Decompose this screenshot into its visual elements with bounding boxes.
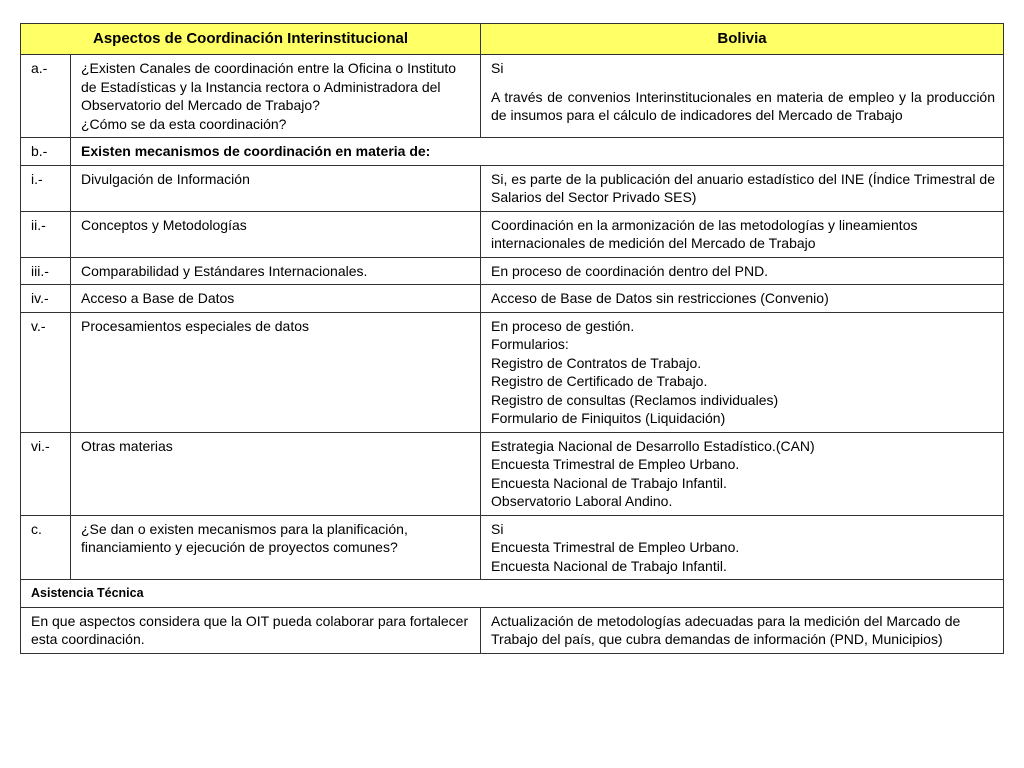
question-line: ¿Cómo se da esta coordinación?	[81, 115, 287, 132]
table-row-a	[21, 55, 1004, 138]
answer-line: Registro de consultas (Reclamos individuales)	[491, 391, 779, 408]
section-subheading: Existen mecanismos de coordinación en materia de:	[71, 138, 1004, 166]
row-number: c.	[21, 515, 71, 580]
answer-line: Registro de Certificado de Trabajo.	[491, 373, 708, 389]
table-row-i	[21, 165, 1004, 211]
question-cell: ¿Se dan o existen mecanismos para la planificación, financiamiento y ejecución de proyectos comunes?	[71, 515, 481, 580]
coordination-table	[20, 23, 1004, 654]
answer-line: Si	[491, 60, 504, 76]
table-row-c	[21, 515, 1004, 580]
table-row-iv	[21, 285, 1004, 313]
answer-line: Registro de Contratos de Trabajo.	[491, 354, 702, 371]
table-row-iii	[21, 257, 1004, 285]
answer-line: Formularios:	[491, 336, 569, 352]
answer-cell	[481, 312, 1004, 432]
table-header-row	[21, 24, 1004, 55]
question-cell: Otras materias	[71, 432, 481, 515]
table-row-last	[21, 607, 1004, 653]
answer-cell: Coordinación en la armonización de las metodologías y lineamientos internacionales de medición del Mercado de Trabajo	[481, 211, 1004, 257]
answer-cell	[481, 515, 1004, 580]
answer-line: Estrategia Nacional de Desarrollo Estadístico.(CAN)	[491, 437, 815, 454]
header-aspectos: Aspectos de Coordinación Interinstitucional	[21, 24, 481, 55]
row-number: vi.-	[21, 432, 71, 515]
table-row-vi	[21, 432, 1004, 515]
answer-line: Observatorio Laboral Andino.	[491, 493, 673, 509]
answer-line: Formulario de Finiquitos (Liquidación)	[491, 410, 726, 426]
section-heading-asistencia: Asistencia Técnica	[21, 580, 1004, 608]
answer-cell	[481, 432, 1004, 515]
answer-cell: Si, es parte de la publicación del anuario estadístico del INE (Índice Trimestral de Salarios del Sector Privado SES)	[481, 165, 1004, 211]
answer-line: Si	[491, 520, 504, 537]
answer-line: Encuesta Trimestral de Empleo Urbano.	[491, 456, 740, 472]
row-number: i.-	[21, 165, 71, 211]
row-number: iv.-	[21, 285, 71, 313]
table-row-v	[21, 312, 1004, 432]
question-cell: Acceso a Base de Datos	[71, 285, 481, 313]
row-number: a.-	[21, 55, 71, 138]
answer-cell: Actualización de metodologías adecuadas para la medición del Marcado de Trabajo del país, que cubra demandas de información (PND, Municipios)	[481, 607, 1004, 653]
question-cell: Conceptos y Metodologías	[71, 211, 481, 257]
table-row-b	[21, 138, 1004, 166]
question-cell: Procesamientos especiales de datos	[71, 312, 481, 432]
table-row-ii	[21, 211, 1004, 257]
answer-cell: En proceso de coordinación dentro del PND.	[481, 257, 1004, 285]
question-cell: Comparabilidad y Estándares Internacionales.	[71, 257, 481, 285]
header-country: Bolivia	[481, 24, 1004, 55]
row-number: v.-	[21, 312, 71, 432]
answer-line: En proceso de gestión.	[491, 317, 635, 334]
answer-line: A través de convenios Interinstitucionales en materia de empleo y la producción de insumos para el cálculo de indicadores del Mercado de Trabajo	[491, 88, 995, 123]
answer-line: Encuesta Nacional de Trabajo Infantil.	[491, 557, 727, 574]
question-cell	[71, 55, 481, 138]
answer-line: Encuesta Trimestral de Empleo Urbano.	[491, 539, 740, 555]
row-number: ii.-	[21, 211, 71, 257]
question-cell: En que aspectos considera que la OIT pueda colaborar para fortalecer esta coordinación.	[21, 607, 481, 653]
row-number: b.-	[21, 138, 71, 166]
table-row-section	[21, 580, 1004, 608]
question-cell: Divulgación de Información	[71, 165, 481, 211]
answer-cell: Acceso de Base de Datos sin restricciones (Convenio)	[481, 285, 1004, 313]
answer-cell	[481, 55, 1004, 138]
row-number: iii.-	[21, 257, 71, 285]
question-line: ¿Existen Canales de coordinación entre la Oficina o Instituto de Estadísticas y la Instancia rectora o Administradora del Observatorio del Mercado de Trabajo?	[81, 60, 457, 113]
answer-line: Encuesta Nacional de Trabajo Infantil.	[491, 474, 727, 491]
